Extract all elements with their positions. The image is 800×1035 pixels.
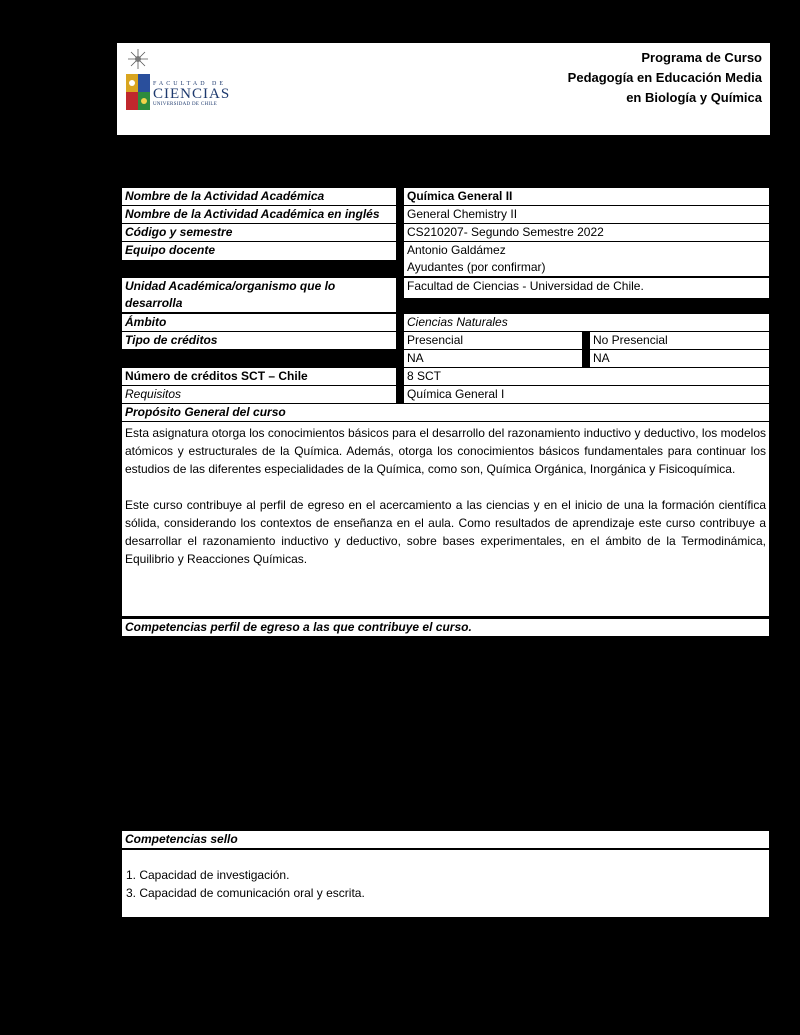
competencias-sello-list [122,850,769,917]
unidad-label: Unidad Académica/organismo que lo desarrolla [122,278,396,312]
title-line-1: Programa de Curso [641,50,762,65]
nombre-value: Química General II [404,188,769,205]
competencias-sello-heading: Competencias sello [122,831,769,848]
logo-line-1: FACULTAD DE [153,81,227,87]
title-line-2: Pedagogía en Educación Media [567,70,762,85]
tipo-creditos-label: Tipo de créditos [122,332,396,349]
equipo-docente-name: Antonio Galdámez [407,243,506,257]
ingles-label: Nombre de la Actividad Académica en inglés [122,206,396,223]
codigo-value: CS210207- Segundo Semestre 2022 [404,224,769,241]
document-title [568,48,762,108]
unidad-value: Facultad de Ciencias - Universidad de Chile. [404,278,769,298]
logo-line-2: CIENCIAS [153,86,231,102]
proposito-heading: Propósito General del curso [122,404,769,421]
title-line-3: en Biología y Química [626,90,762,105]
codigo-label: Código y semestre [122,224,396,241]
sct-value: 8 SCT [404,368,769,385]
logo-line-3: UNIVERSIDAD DE CHILE [153,102,218,107]
list-item: 3. Capacidad de comunicación oral y escrita. [126,886,365,900]
page-header [117,43,770,135]
university-seal-icon [123,47,153,117]
proposito-paragraph-1: Esta asignatura otorga los conocimientos básicos para el desarrollo del razonamiento inductivo y deductivo, los modelos atómicos y estructurales de la Química. Además, otorga los conocimientos básicos fundamentales para continuar los estudios de las diferentes especialidades de la Química, como son, Química Orgánica, Inorgánica y Fisicoquímica. [125,426,766,476]
presencial-label: Presencial [404,332,582,349]
competencias-perfil-heading: Competencias perfil de egreso a las que contribuye el curso. [122,619,769,636]
equipo-ayudantes: Ayudantes (por confirmar) [407,260,546,274]
no-presencial-value: NA [590,350,769,367]
presencial-value: NA [404,350,582,367]
requisitos-label: Requisitos [122,386,396,403]
proposito-body [122,422,769,616]
requisitos-value: Química General I [404,386,769,403]
equipo-value [404,242,769,276]
proposito-paragraph-2: Este curso contribuye al perfil de egreso en el acercamiento a las ciencias y en el inicio de una la formación científica sólida, considerando los contextos de enseñanza en el aula. Como resultados de aprendizaje este curso contribuye a desarrollar el razonamiento inductivo y deductivo, sobre bases experimentales, en el ámbito de la Termodinámica, Equilibrio y Reacciones Químicas. [125,498,766,566]
no-presencial-label: No Presencial [590,332,769,349]
sct-label: Número de créditos SCT – Chile [122,368,396,385]
nombre-label: Nombre de la Actividad Académica [122,188,396,205]
equipo-label: Equipo docente [122,242,396,260]
list-item: 1. Capacidad de investigación. [126,868,290,882]
ingles-value: General Chemistry II [404,206,769,223]
ambito-label: Ámbito [122,314,396,331]
ambito-value: Ciencias Naturales [404,314,769,331]
faculty-logo [123,47,233,119]
